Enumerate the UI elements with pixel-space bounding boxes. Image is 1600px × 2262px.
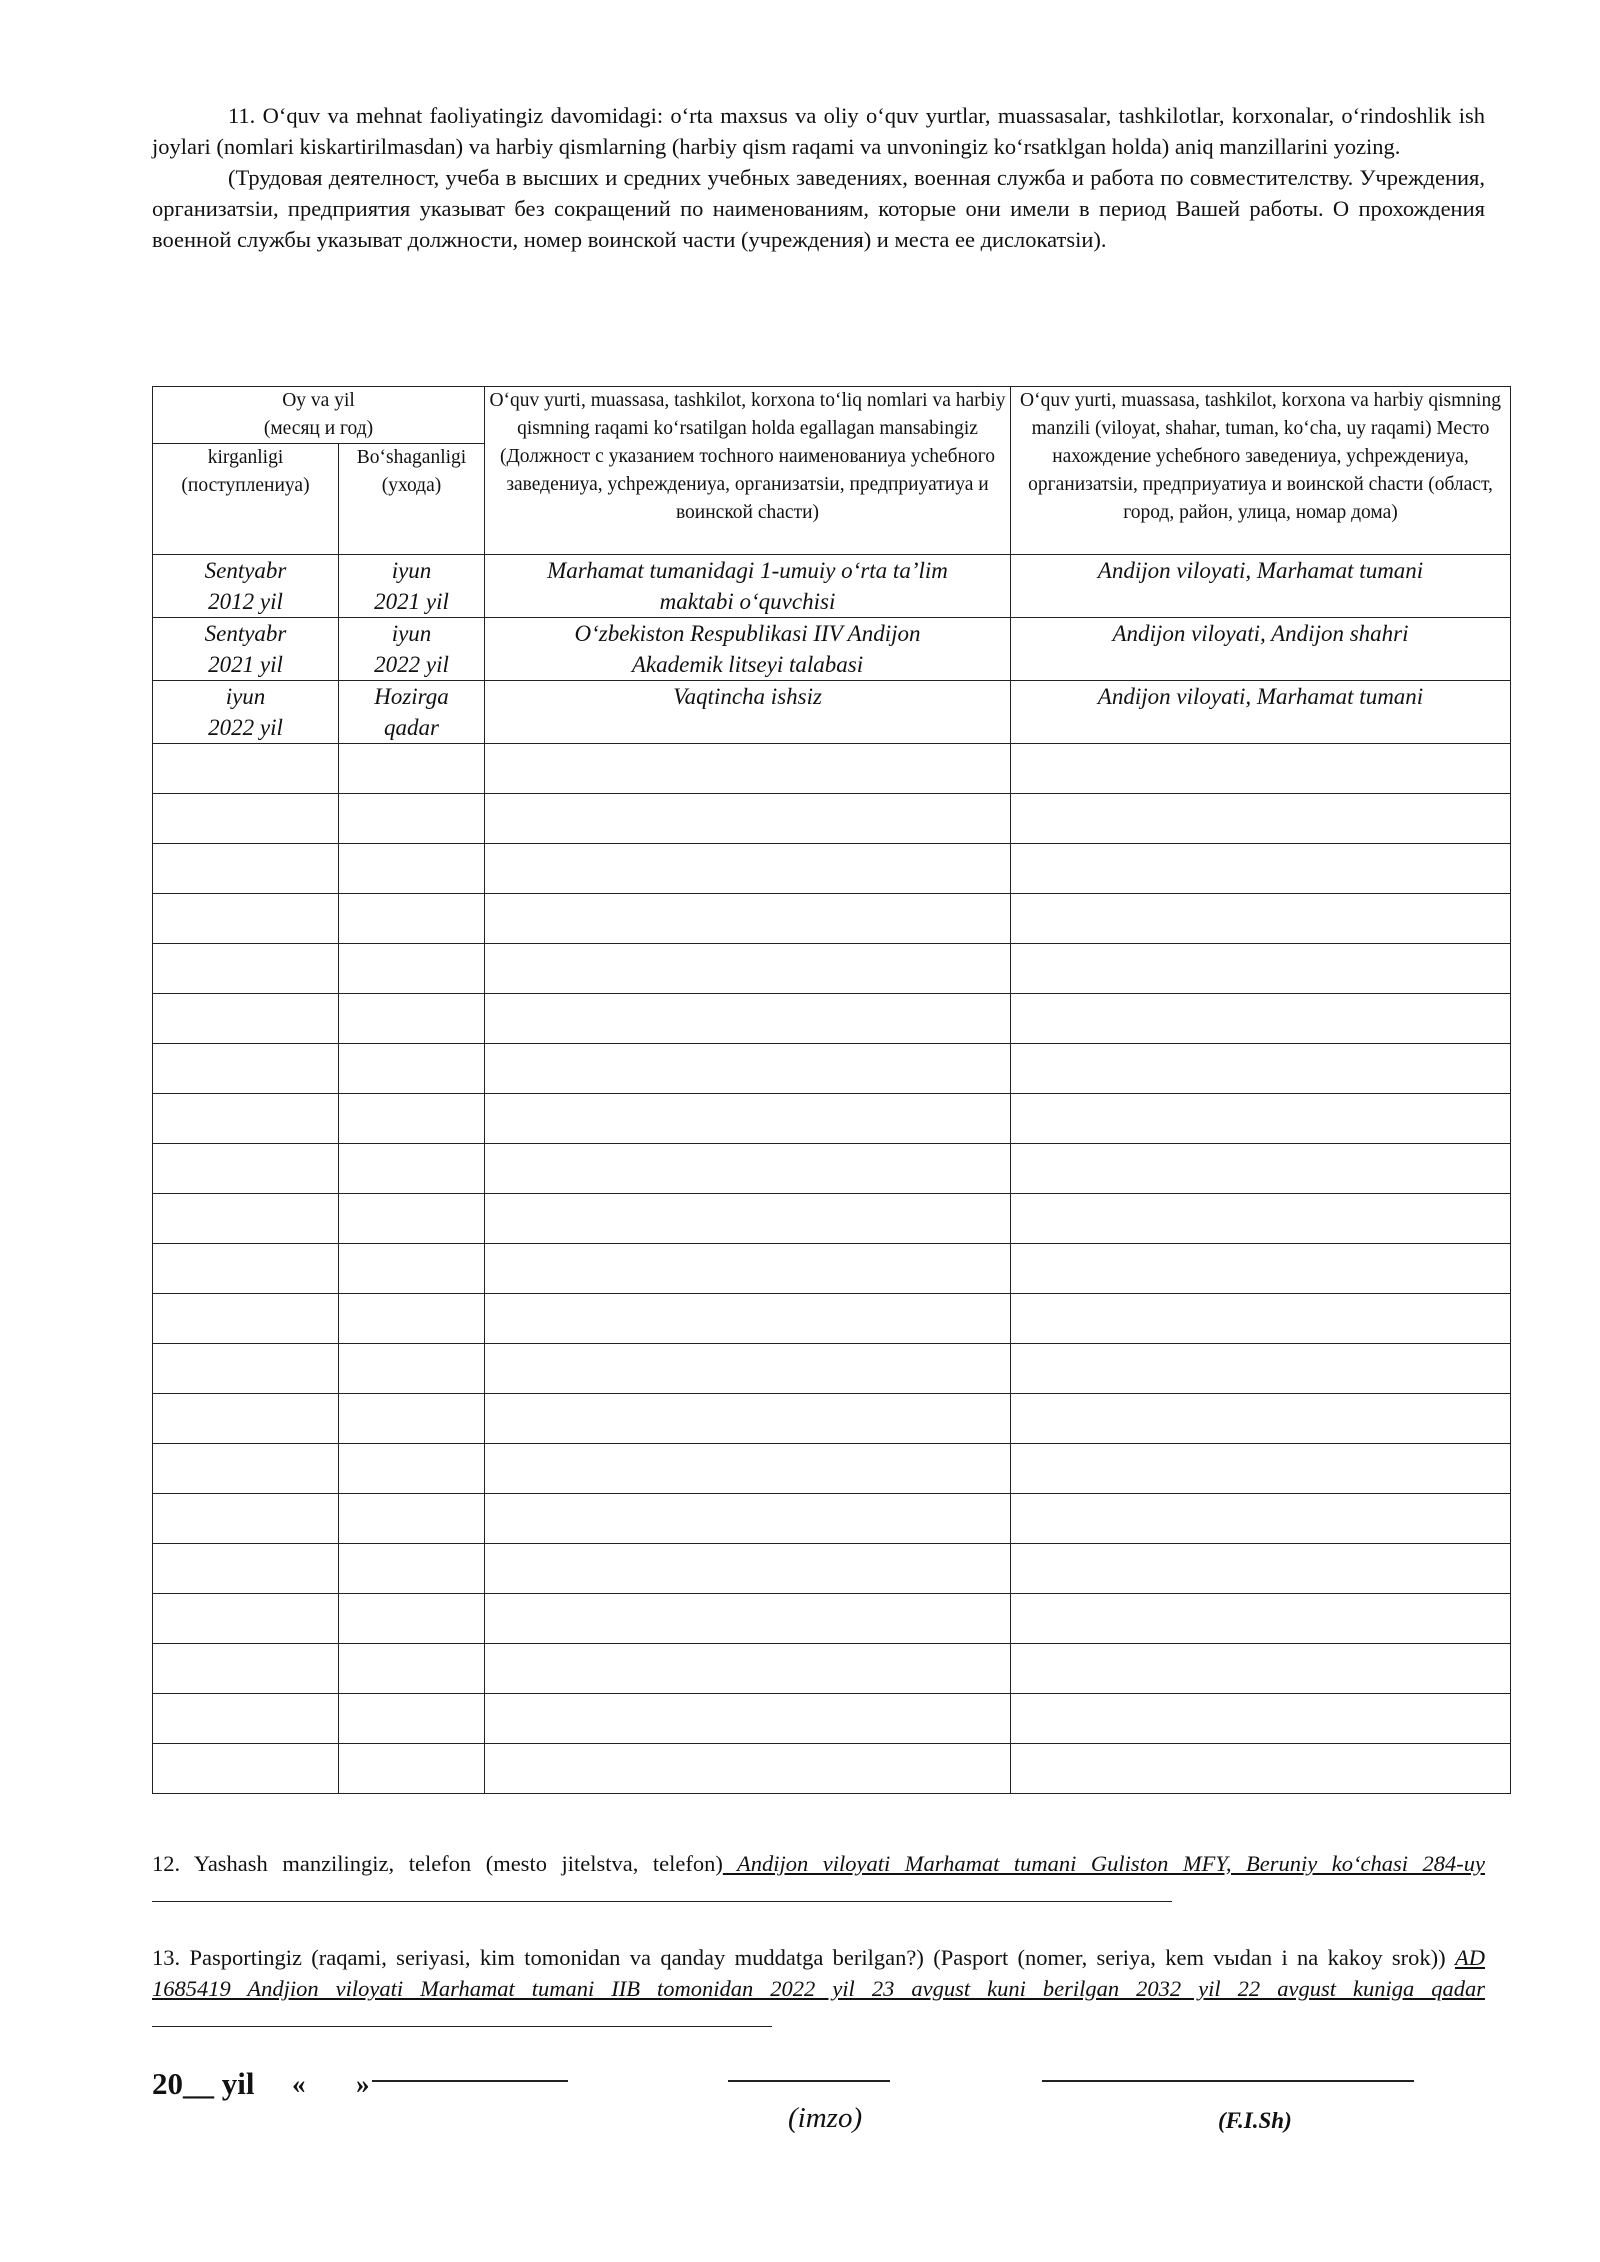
table-row	[153, 618, 1511, 681]
empty-cell	[153, 994, 339, 1044]
empty-cell	[153, 794, 339, 844]
table-row	[153, 555, 1511, 618]
empty-cell	[1011, 844, 1511, 894]
empty-cell	[1011, 1394, 1511, 1444]
org-cell: Vaqtincha ishsiz	[485, 681, 1011, 744]
empty-cell	[485, 1644, 1011, 1694]
employment-history-table	[152, 386, 1511, 1794]
empty-cell	[1011, 744, 1511, 794]
empty-cell	[153, 1394, 339, 1444]
empty-table-row	[153, 794, 1511, 844]
empty-cell	[485, 1144, 1011, 1194]
empty-cell	[339, 1394, 485, 1444]
imzo-caption: (imzo)	[788, 2102, 863, 2134]
date-line	[372, 2080, 568, 2082]
entered-cell: Sentyabr 2021 yil	[153, 618, 339, 681]
address-cell: Andijon viloyati, Marhamat tumani	[1011, 555, 1511, 618]
empty-table-row	[153, 1094, 1511, 1144]
empty-cell	[1011, 1294, 1511, 1344]
fullname-line	[1042, 2080, 1414, 2082]
empty-cell	[153, 944, 339, 994]
empty-cell	[485, 994, 1011, 1044]
empty-cell	[485, 1594, 1011, 1644]
empty-cell	[1011, 894, 1511, 944]
empty-cell	[153, 1044, 339, 1094]
empty-cell	[1011, 1694, 1511, 1744]
empty-cell	[1011, 1544, 1511, 1594]
entered-cell: iyun 2022 yil	[153, 681, 339, 744]
entered-header: kirganligi (поступлениуа)	[153, 444, 339, 555]
empty-cell	[153, 1294, 339, 1344]
empty-cell	[1011, 794, 1511, 844]
empty-cell	[485, 894, 1011, 944]
empty-cell	[339, 1044, 485, 1094]
empty-cell	[1011, 1044, 1511, 1094]
empty-table-row	[153, 1044, 1511, 1094]
address-header: O‘quv yurti, muassasa, tashkilot, korxona va harbiy qismning manzili (viloyat, shahar, tuman, ko‘cha, uy raqami) Место нахождение усhебного заведениуа, усhреждениуа, организатsiи, предприуатиуа и воинской сhасти (област, город, район, улица, номар дома)	[1011, 387, 1511, 555]
empty-cell	[339, 1094, 485, 1144]
empty-table-row	[153, 1544, 1511, 1594]
quote-close: »	[356, 2069, 370, 2099]
empty-cell	[1011, 1344, 1511, 1394]
empty-cell	[1011, 1244, 1511, 1294]
empty-cell	[339, 1144, 485, 1194]
empty-cell	[153, 1694, 339, 1744]
address-cell: Andijon viloyati, Andijon shahri	[1011, 618, 1511, 681]
empty-cell	[339, 844, 485, 894]
empty-table-row	[153, 1294, 1511, 1344]
empty-cell	[339, 794, 485, 844]
empty-cell	[485, 1394, 1011, 1444]
empty-cell	[485, 1544, 1011, 1594]
empty-cell	[1011, 1644, 1511, 1694]
org-header: O‘quv yurti, muassasa, tashkilot, korxona to‘liq nomlari va harbiy qismning raqami ko‘rsatilgan holda egallagan mansabingiz (Должност с указанием тосhного наименованиуа усhебного заведениуа, усhреждениуа, организатsiи, предприуатиуа и воинской сhасти)	[485, 387, 1011, 555]
empty-cell	[1011, 1594, 1511, 1644]
empty-cell	[153, 1094, 339, 1144]
date-header: Oy va yil (месяц и год)	[153, 387, 485, 444]
empty-table-row	[153, 1444, 1511, 1494]
empty-cell	[339, 894, 485, 944]
date-prefix: 20__ yil	[152, 2066, 255, 2101]
empty-cell	[339, 994, 485, 1044]
section-13-label: 13. Pasportingiz (raqami, seriyasi, kim tomonidan va qanday muddatga berilgan?) (Pasport (nomer, seriya, kem vыdan i na kakoy srok))	[152, 1945, 1446, 1970]
empty-cell	[153, 1544, 339, 1594]
table-row	[153, 681, 1511, 744]
empty-cell	[339, 1294, 485, 1344]
section-11	[152, 100, 1485, 255]
empty-cell	[153, 1194, 339, 1244]
left-cell: iyun 2022 yil	[339, 618, 485, 681]
empty-cell	[485, 1044, 1011, 1094]
section-12	[152, 1848, 1485, 1910]
left-cell: Hozirga qadar	[339, 681, 485, 744]
empty-table-row	[153, 994, 1511, 1044]
empty-cell	[153, 1494, 339, 1544]
empty-cell	[153, 1594, 339, 1644]
empty-cell	[339, 1594, 485, 1644]
passport-underline	[152, 2004, 772, 2027]
empty-cell	[485, 744, 1011, 794]
signature-line	[728, 2080, 890, 2082]
section-12-label: 12. Yashash manzilingiz, telefon (mesto jitelstva, telefon)	[152, 1851, 723, 1876]
empty-cell	[485, 794, 1011, 844]
empty-table-row	[153, 944, 1511, 994]
empty-table-row	[153, 1144, 1511, 1194]
empty-cell	[153, 844, 339, 894]
residence-value: Andijon viloyati Marhamat tumani Guliston MFY, Beruniy ko‘chasi 284-uy	[722, 1851, 1486, 1876]
empty-table-row	[153, 1694, 1511, 1744]
fish-caption: (F.I.Sh)	[1218, 2108, 1292, 2133]
empty-cell	[153, 1644, 339, 1694]
empty-cell	[153, 744, 339, 794]
empty-cell	[339, 1244, 485, 1294]
empty-cell	[1011, 1194, 1511, 1244]
section-11-ru-text: (Трудовая деятелност, учеба в высших и средних учебных заведениях, военная служба и работа по совместителству. Учреждения, организатsiи, предприятия указыват без сокращений по наименованиям, которые они имели в период Вашей работы. О прохождения военной службы указыват должности, номер воинской части (учреждения) и места ее дислокатsiи).	[152, 165, 1485, 252]
empty-cell	[485, 1094, 1011, 1144]
empty-cell	[339, 1344, 485, 1394]
empty-cell	[339, 744, 485, 794]
empty-cell	[1011, 944, 1511, 994]
empty-cell	[485, 844, 1011, 894]
empty-table-row	[153, 744, 1511, 794]
empty-cell	[1011, 1144, 1511, 1194]
empty-table-row	[153, 1494, 1511, 1544]
residence-underline	[152, 1879, 1172, 1902]
empty-cell	[339, 1744, 485, 1794]
passport-value: AD 1685419 Andjion viloyati Marhamat tumani IIB tomonidan 2022 yil 23 avgust kuni berilgan 2032 yil 22 avgust kuniga qadar	[152, 1945, 1485, 2001]
empty-table-row	[153, 1594, 1511, 1644]
empty-cell	[153, 1344, 339, 1394]
empty-cell	[485, 1294, 1011, 1344]
entered-cell: Sentyabr 2012 yil	[153, 555, 339, 618]
empty-cell	[1011, 994, 1511, 1044]
empty-table-row	[153, 1394, 1511, 1444]
empty-table-row	[153, 1244, 1511, 1294]
empty-table-row	[153, 1194, 1511, 1244]
empty-cell	[485, 1694, 1011, 1744]
quote-open: «	[292, 2069, 306, 2099]
empty-table-row	[153, 1344, 1511, 1394]
empty-cell	[339, 1694, 485, 1744]
left-cell: iyun 2021 yil	[339, 555, 485, 618]
org-cell: O‘zbekiston Respublikasi IIV Andijon Akademik litseyi talabasi	[485, 618, 1011, 681]
empty-cell	[339, 1644, 485, 1694]
empty-cell	[485, 1494, 1011, 1544]
empty-cell	[485, 1744, 1011, 1794]
empty-cell	[339, 1544, 485, 1594]
left-header: Bo‘shaganligi (ухода)	[339, 444, 485, 555]
empty-table-row	[153, 844, 1511, 894]
empty-cell	[153, 1744, 339, 1794]
empty-cell	[485, 1444, 1011, 1494]
empty-cell	[1011, 1094, 1511, 1144]
empty-cell	[339, 1494, 485, 1544]
empty-table-row	[153, 1644, 1511, 1694]
empty-cell	[339, 1444, 485, 1494]
empty-table-row	[153, 894, 1511, 944]
address-cell: Andijon viloyati, Marhamat tumani	[1011, 681, 1511, 744]
empty-cell	[153, 1144, 339, 1194]
empty-table-row	[153, 1744, 1511, 1794]
empty-cell	[339, 1194, 485, 1244]
empty-cell	[153, 1244, 339, 1294]
section-11-uz-text: 11. O‘quv va mehnat faoliyatingiz davomidagi: o‘rta maxsus va oliy o‘quv yurtlar, muassasalar, tashkilotlar, korxonalar, o‘rindoshlik ish joylari (nomlari kiskartirilmasdan) va harbiy qismlarning (harbiy qism raqami va unvoningiz ko‘rsatklgan holda) aniq manzillarini yozing.	[152, 103, 1485, 159]
section-13	[152, 1942, 1485, 2035]
empty-cell	[485, 944, 1011, 994]
empty-cell	[485, 1194, 1011, 1244]
org-cell: Marhamat tumanidagi 1-umuiy o‘rta ta’lim maktabi o‘quvchisi	[485, 555, 1011, 618]
empty-cell	[485, 1344, 1011, 1394]
empty-cell	[339, 944, 485, 994]
empty-cell	[485, 1244, 1011, 1294]
table-header-row	[153, 387, 1511, 444]
empty-cell	[153, 1444, 339, 1494]
empty-cell	[1011, 1444, 1511, 1494]
empty-cell	[1011, 1744, 1511, 1794]
empty-cell	[153, 894, 339, 944]
empty-cell	[1011, 1494, 1511, 1544]
